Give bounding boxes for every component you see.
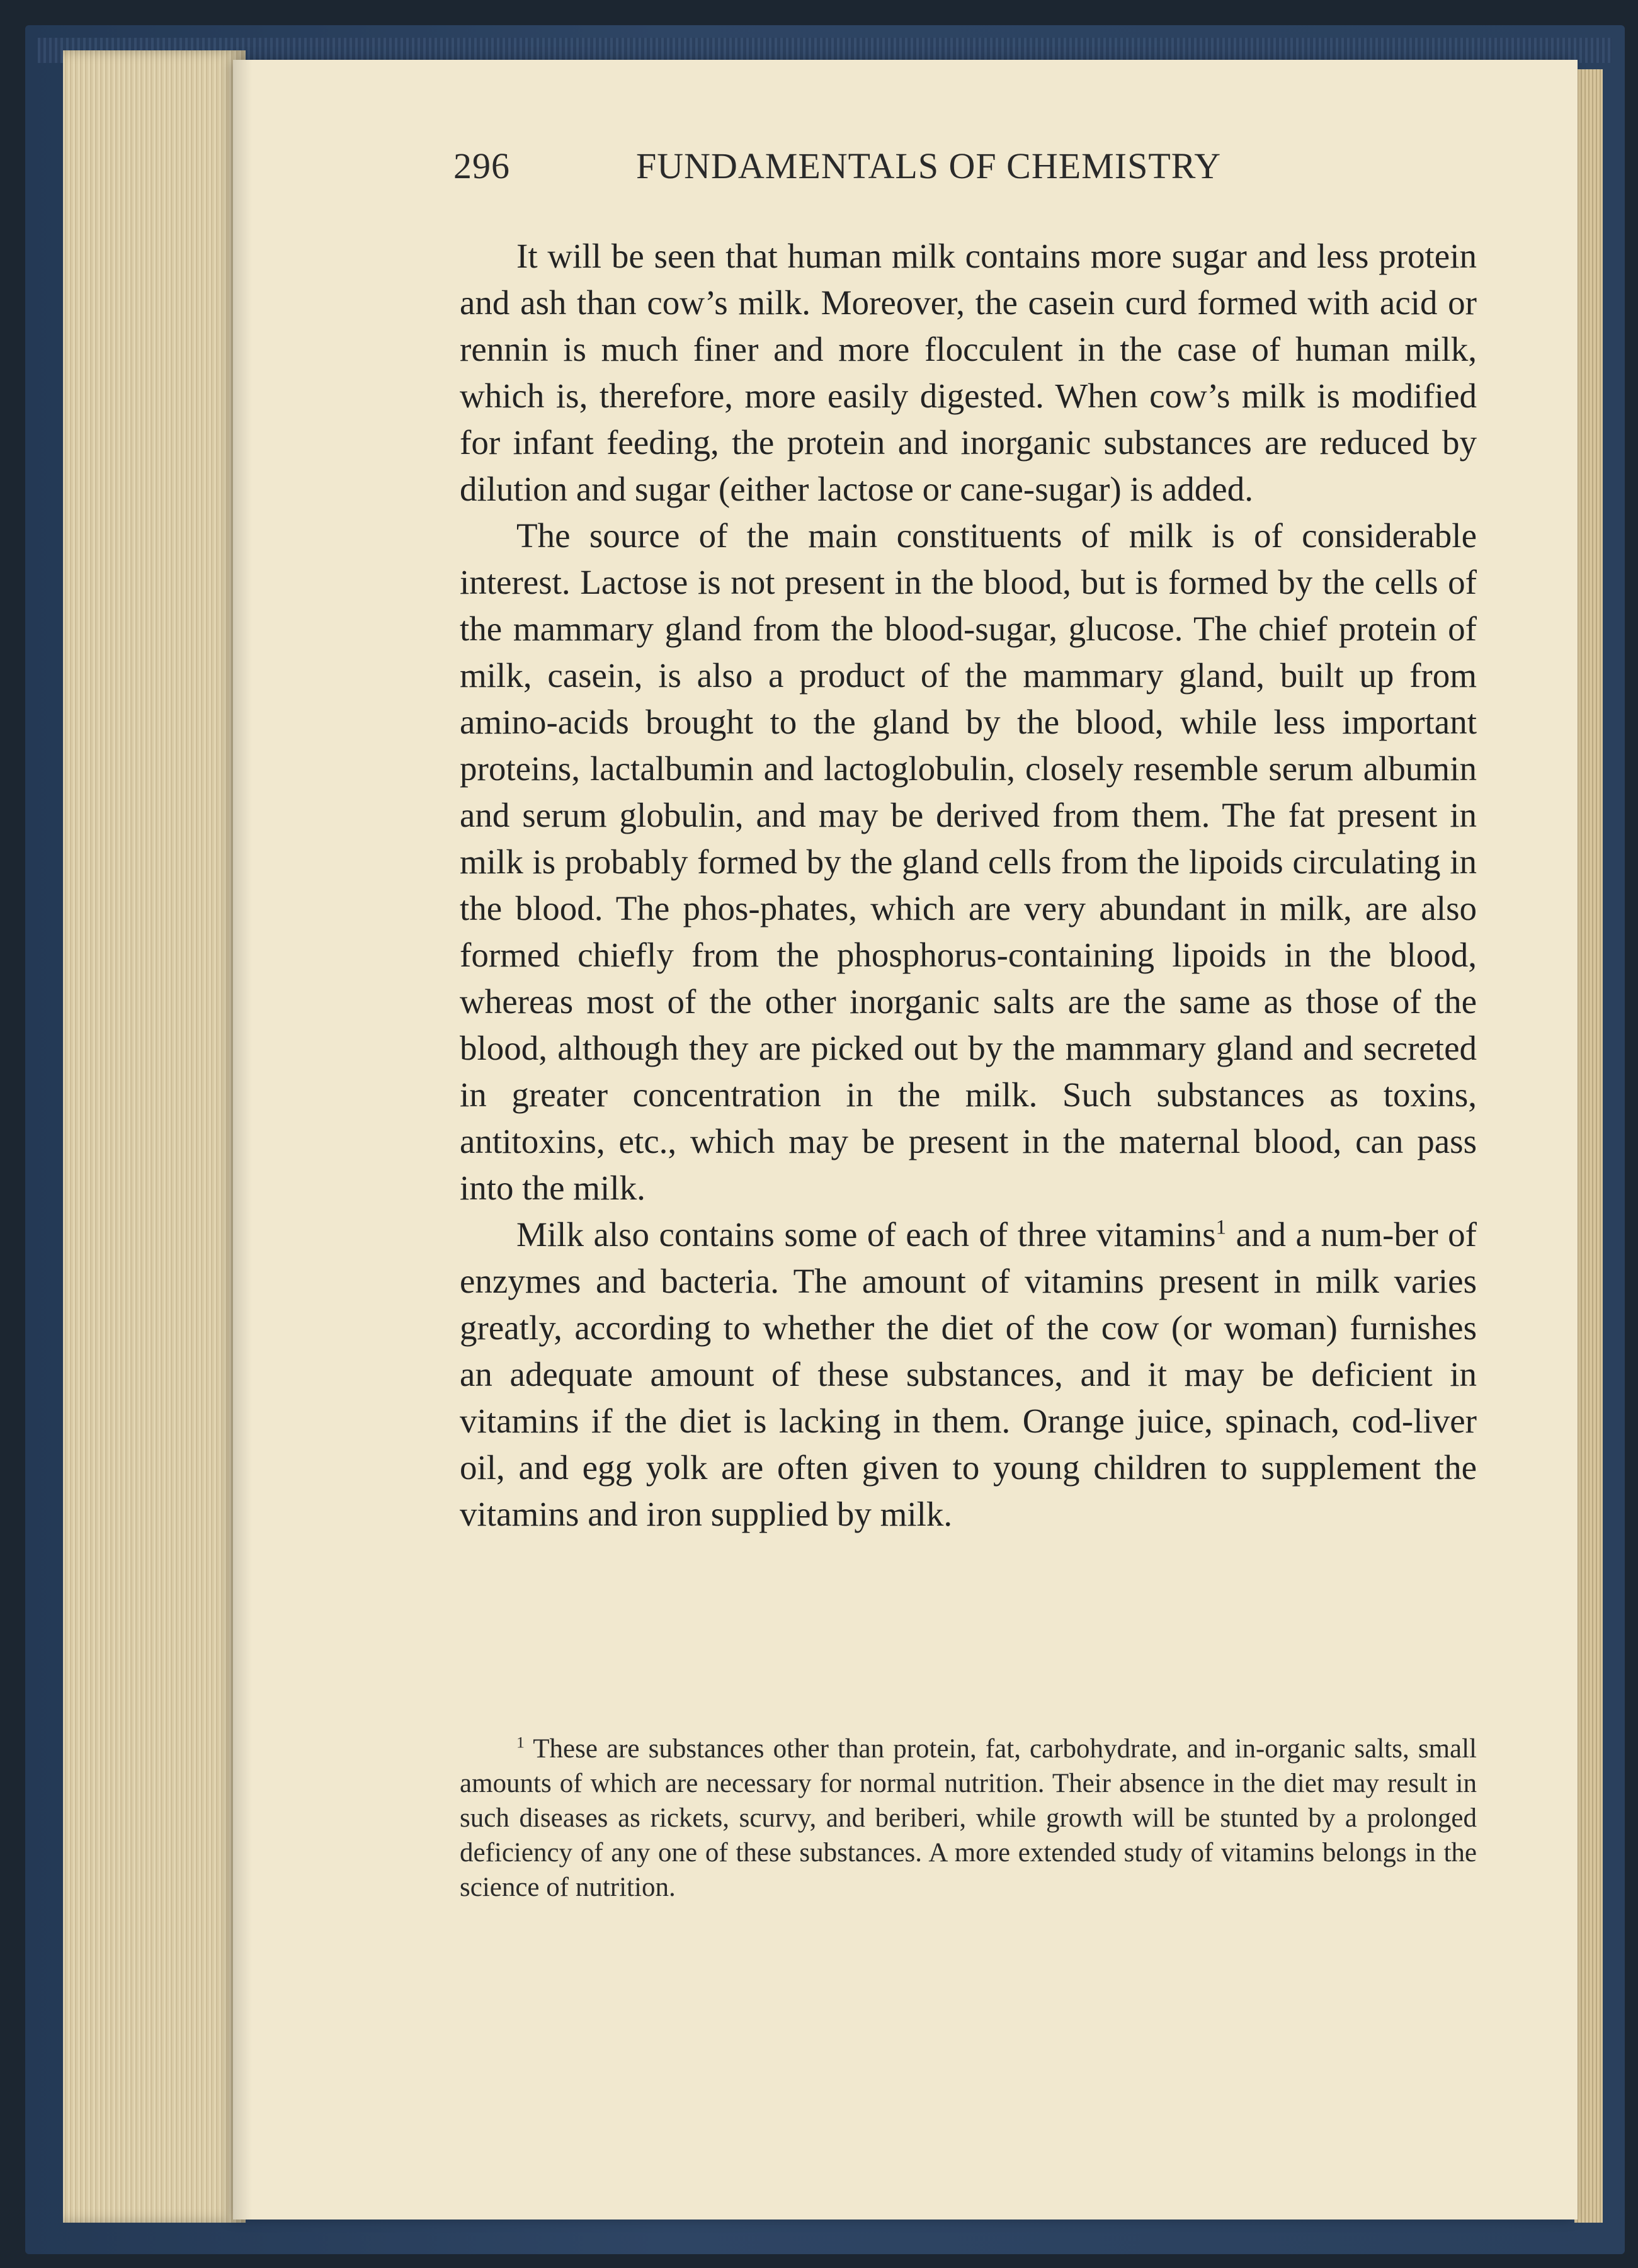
body-text	[460, 233, 1477, 1538]
paragraph: The source of the main constituents of milk is of considerable interest. Lactose is not present in the blood, but is formed by the cells of the mammary gland from the blood-sugar, glucose. The chief protein of milk, casein, is also a product of the mammary gland, built up from amino-acids brought to the gland by the blood, while less important proteins, lactalbumin and lactoglobulin, closely resemble serum albumin and serum globulin, and may be derived from them. The fat present in milk is probably formed by the gland cells from the lipoids circulating in the blood. The phos-phates, which are very abundant in milk, are also formed chiefly from the phosphorus-containing lipoids in the blood, whereas most of the other inorganic salts are the same as those of the blood, although they are picked out by the mammary gland and secreted in greater concentration in the milk. Such substances as toxins, antitoxins, etc., which may be present in the maternal blood, can pass into the milk.	[460, 516, 1477, 1207]
spine-shadow	[233, 60, 252, 2220]
footnote-mark: 1	[516, 1733, 525, 1752]
page-header	[453, 145, 1518, 195]
paragraph-text: and a num-ber of enzymes and bacteria. The amount of vitamins present in milk varies greatly, according to whether the diet of the cow (or woman) furnishes an adequate amount of these substances, and it may be deficient in vitamins if the diet is lacking in them. Orange juice, spinach, cod-liver oil, and egg yolk are often given to young children to supplement the vitamins and iron supplied by milk.	[460, 1215, 1477, 1533]
page-number: 296	[453, 145, 510, 186]
paragraph-text: Milk also contains some of each of three vitamins	[516, 1215, 1216, 1254]
page-edges-left	[63, 50, 246, 2223]
footnote-reference: 1	[1215, 1216, 1227, 1239]
paragraph: It will be seen that human milk contains more sugar and less protein and ash than cow’s milk. Moreover, the casein curd formed with acid or rennin is much finer and more flocculent in the case of human milk, which is, therefore, more easily digested. When cow’s milk is modified for infant feeding, the protein and inorganic substances are reduced by dilution and sugar (either lactose or cane-sugar) is added.	[460, 237, 1477, 508]
page-edges-right	[1574, 69, 1603, 2223]
paragraph	[460, 1211, 1477, 1538]
footnote-text: These are substances other than protein, fat, carbohydrate, and in-organic salts, small amounts of which are necessary for normal nutrition. Their absence in the diet may result in such diseases as rickets, scurvy, and beriberi, while growth will be stunted by a prolonged deficiency of any one of these substances. A more extended study of vitamins belongs in the science of nutrition.	[460, 1734, 1477, 1902]
running-head: FUNDAMENTALS OF CHEMISTRY	[636, 145, 1222, 186]
cover-top-edge	[38, 38, 1612, 63]
footnote	[460, 1732, 1477, 1905]
